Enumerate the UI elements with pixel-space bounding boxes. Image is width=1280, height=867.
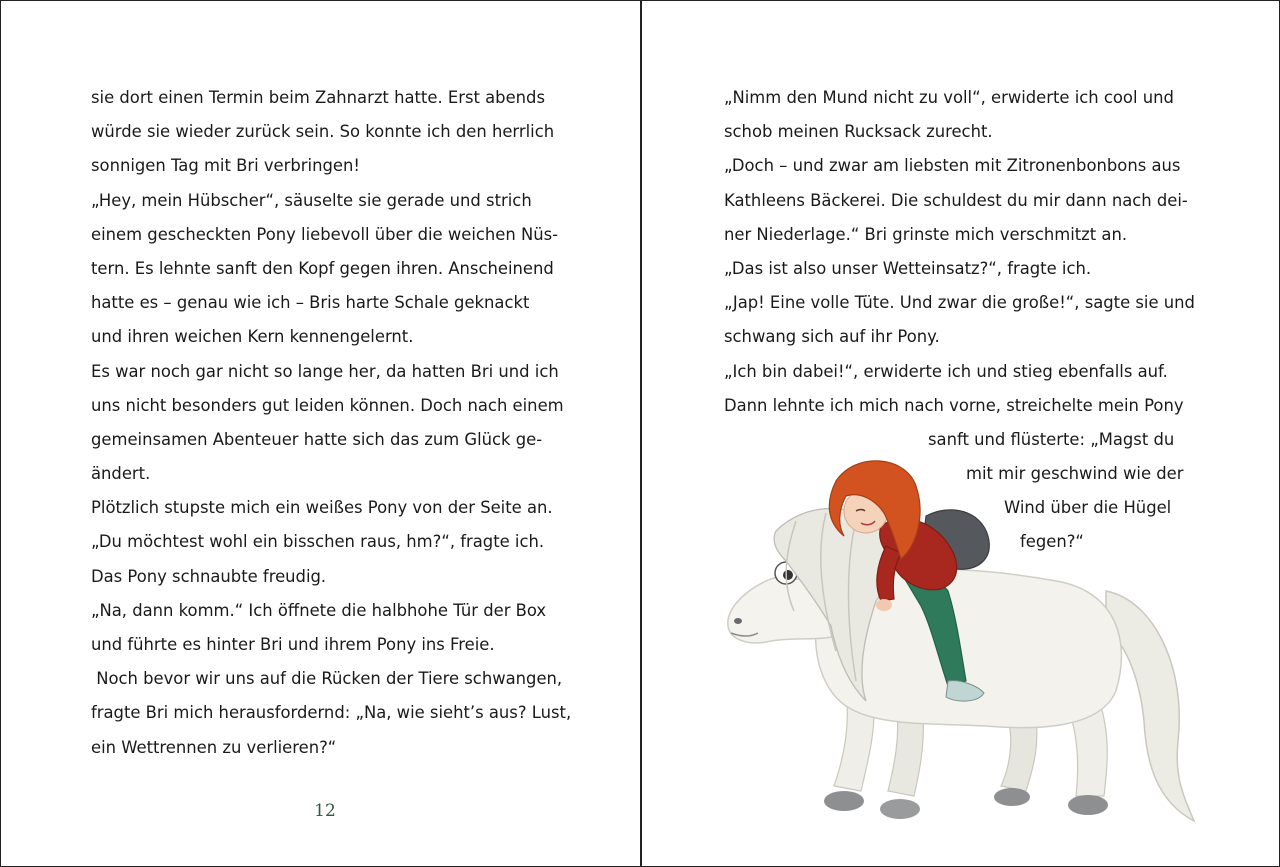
pony-nostril: [734, 618, 742, 624]
text-line: tern. Es lehnte sanft den Kopf gegen ihren. Anscheinend: [91, 258, 554, 278]
pony-tail: [1106, 591, 1194, 821]
girl-hand: [876, 599, 892, 611]
girl-riding-white-pony-illustration: [716, 441, 1196, 851]
text-line: „Na, dann komm.“ Ich öffnete die halbhohe Tür der Box: [91, 600, 547, 620]
text-line: Plötzlich stupste mich ein weißes Pony von der Seite an.: [91, 498, 553, 518]
text-line: uns nicht besonders gut leiden können. Doch nach einem: [91, 395, 564, 415]
text-line: Dann lehnte ich mich nach vorne, streichelte mein Pony: [724, 395, 1184, 415]
text-line: ner Niederlage.“ Bri grinste mich verschmitzt an.: [724, 224, 1128, 244]
left-page: [1, 1, 640, 866]
text-line: ändert.: [91, 464, 151, 484]
text-line: Es war noch gar nicht so lange her, da hatten Bri und ich: [91, 361, 559, 381]
wrapped-text-line: mit mir geschwind wie der: [966, 464, 1184, 484]
wrapped-text-line: sanft und flüsterte: „Magst du: [928, 429, 1175, 449]
text-line: „Ich bin dabei!“, erwiderte ich und stieg ebenfalls auf.: [724, 361, 1168, 381]
pony-pupil: [783, 570, 793, 580]
wrapped-text-line: fegen?“: [1020, 532, 1084, 552]
text-line: „Doch – und zwar am liebsten mit Zitronenbonbons aus: [724, 156, 1181, 176]
text-line: und ihren weichen Kern kennengelernt.: [91, 327, 414, 347]
text-line: „Jap! Eine volle Tüte. Und zwar die große!“, sagte sie und: [724, 293, 1195, 313]
left-page-text: [91, 81, 571, 765]
pony-hoof: [994, 788, 1030, 806]
pony-hoof: [880, 799, 920, 819]
text-line: „Das ist also unser Wetteinsatz?“, fragte ich.: [724, 258, 1092, 278]
text-line: Noch bevor wir uns auf die Rücken der Tiere schwangen,: [91, 669, 563, 689]
text-line: und führte es hinter Bri und ihrem Pony ins Freie.: [91, 635, 495, 654]
page-number: 12: [314, 801, 336, 821]
text-line: Kathleens Bäckerei. Die schuldest du mir dann nach dei-: [724, 190, 1188, 210]
text-line: sie dort einen Termin beim Zahnarzt hatte. Erst abends: [91, 88, 545, 107]
text-line: „Hey, mein Hübscher“, säuselte sie gerade und strich: [91, 190, 532, 210]
text-line: einem gescheckten Pony liebevoll über die weichen Nüs-: [91, 224, 559, 244]
wrapped-text-line: Wind über die Hügel: [1004, 498, 1172, 518]
text-line: Das Pony schnaubte freudig.: [91, 566, 327, 586]
text-line: sonnigen Tag mit Bri verbringen!: [91, 156, 360, 176]
text-line: gemeinsamen Abenteuer hatte sich das zum Glück ge-: [91, 429, 543, 449]
text-line: ein Wettrennen zu verlieren?“: [91, 737, 337, 757]
text-line: „Nimm den Mund nicht zu voll“, erwiderte ich cool und: [724, 88, 1174, 107]
pony-hoof: [1068, 795, 1108, 815]
right-page: [642, 1, 1279, 866]
text-line: schob meinen Rucksack zurecht.: [724, 122, 993, 142]
pony-hoof: [824, 791, 864, 811]
text-line: fragte Bri mich herausfordernd: „Na, wie sieht’s aus? Lust,: [91, 703, 572, 723]
text-line: schwang sich auf ihr Pony.: [724, 327, 940, 347]
text-line: würde sie wieder zurück sein. So konnte ich den herrlich: [91, 122, 555, 142]
text-line: „Du möchtest wohl ein bisschen raus, hm?“, fragte ich.: [91, 532, 545, 552]
text-line: hatte es – genau wie ich – Bris harte Schale geknackt: [91, 293, 530, 313]
